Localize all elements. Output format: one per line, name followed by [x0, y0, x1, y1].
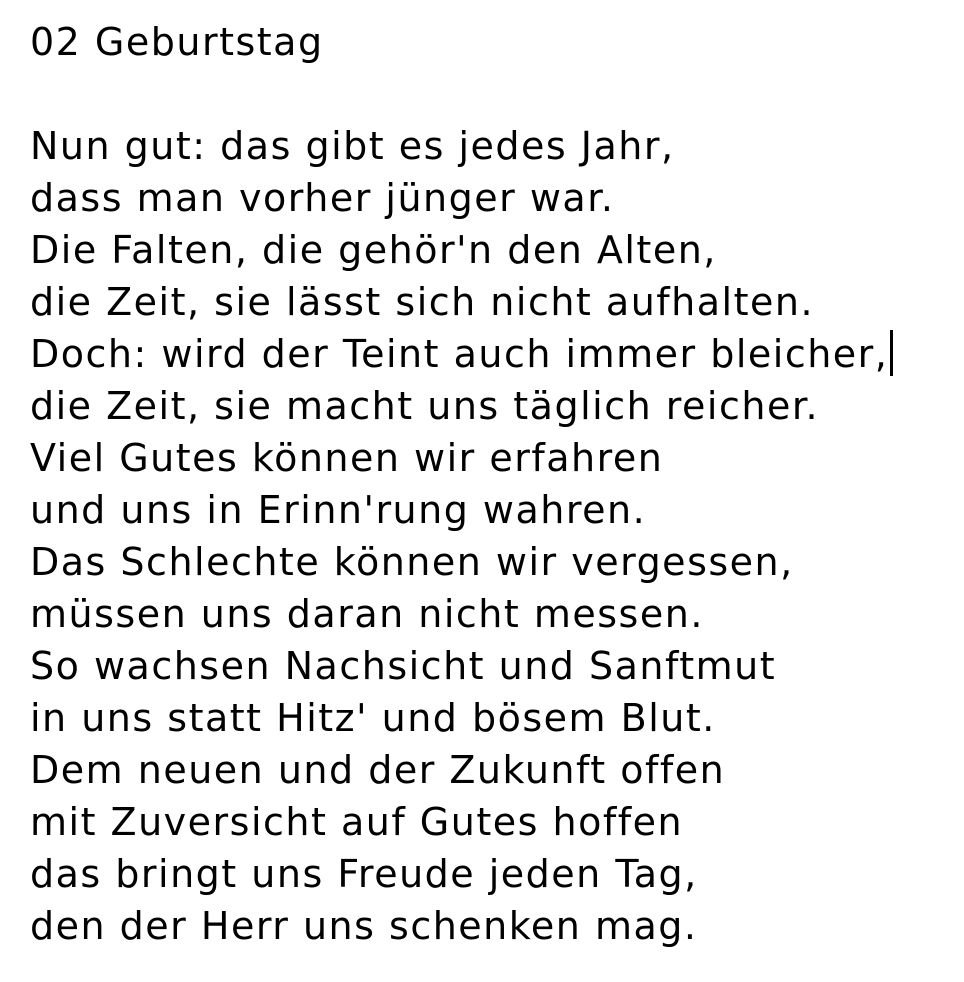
- poem-line: [30, 224, 954, 276]
- poem-line: [30, 588, 954, 640]
- poem-line-text: in uns statt Hitz' und bösem Blut.: [30, 696, 716, 740]
- poem-line-text: Die Falten, die gehör'n den Alten,: [30, 228, 717, 272]
- poem-line: [30, 276, 954, 328]
- poem-line: [30, 692, 954, 744]
- poem-line-text: und uns in Erinn'rung wahren.: [30, 488, 647, 532]
- poem-line: [30, 744, 954, 796]
- poem-line-text: Das Schlechte können wir vergessen,: [30, 540, 794, 584]
- poem-line-text: Dem neuen und der Zukunft offen: [30, 748, 726, 792]
- poem-line: [30, 848, 954, 900]
- poem-line-text: mit Zuversicht auf Gutes hoffen: [30, 800, 684, 844]
- document-title: [30, 16, 954, 68]
- poem-line: [30, 328, 954, 380]
- poem-line-text: Doch: wird der Teint auch immer bleicher,: [30, 332, 889, 376]
- poem-line: [30, 432, 954, 484]
- poem-line-text: die Zeit, sie lässt sich nicht aufhalten.: [30, 280, 815, 324]
- poem-line: [30, 900, 954, 952]
- poem-line: [30, 796, 954, 848]
- poem-line-text: die Zeit, sie macht uns täglich reicher.: [30, 384, 820, 428]
- poem-line: [30, 172, 954, 224]
- document-title-text: 02 Geburtstag: [30, 20, 324, 64]
- poem-line-text: den der Herr uns schenken mag.: [30, 904, 698, 948]
- poem-line: [30, 536, 954, 588]
- poem-line-text: Viel Gutes können wir erfahren: [30, 436, 664, 480]
- poem-line: [30, 120, 954, 172]
- poem-line-text: das bringt uns Freude jeden Tag,: [30, 852, 698, 896]
- poem-line: [30, 640, 954, 692]
- text-cursor: [890, 330, 893, 376]
- poem-line-text: So wachsen Nachsicht und Sanftmut: [30, 644, 777, 688]
- poem-line-text: dass man vorher jünger war.: [30, 176, 615, 220]
- poem-line: [30, 380, 954, 432]
- blank-line: [30, 68, 954, 120]
- poem-line-text: müssen uns daran nicht messen.: [30, 592, 704, 636]
- poem-line: [30, 484, 954, 536]
- poem-line-text: Nun gut: das gibt es jedes Jahr,: [30, 124, 675, 168]
